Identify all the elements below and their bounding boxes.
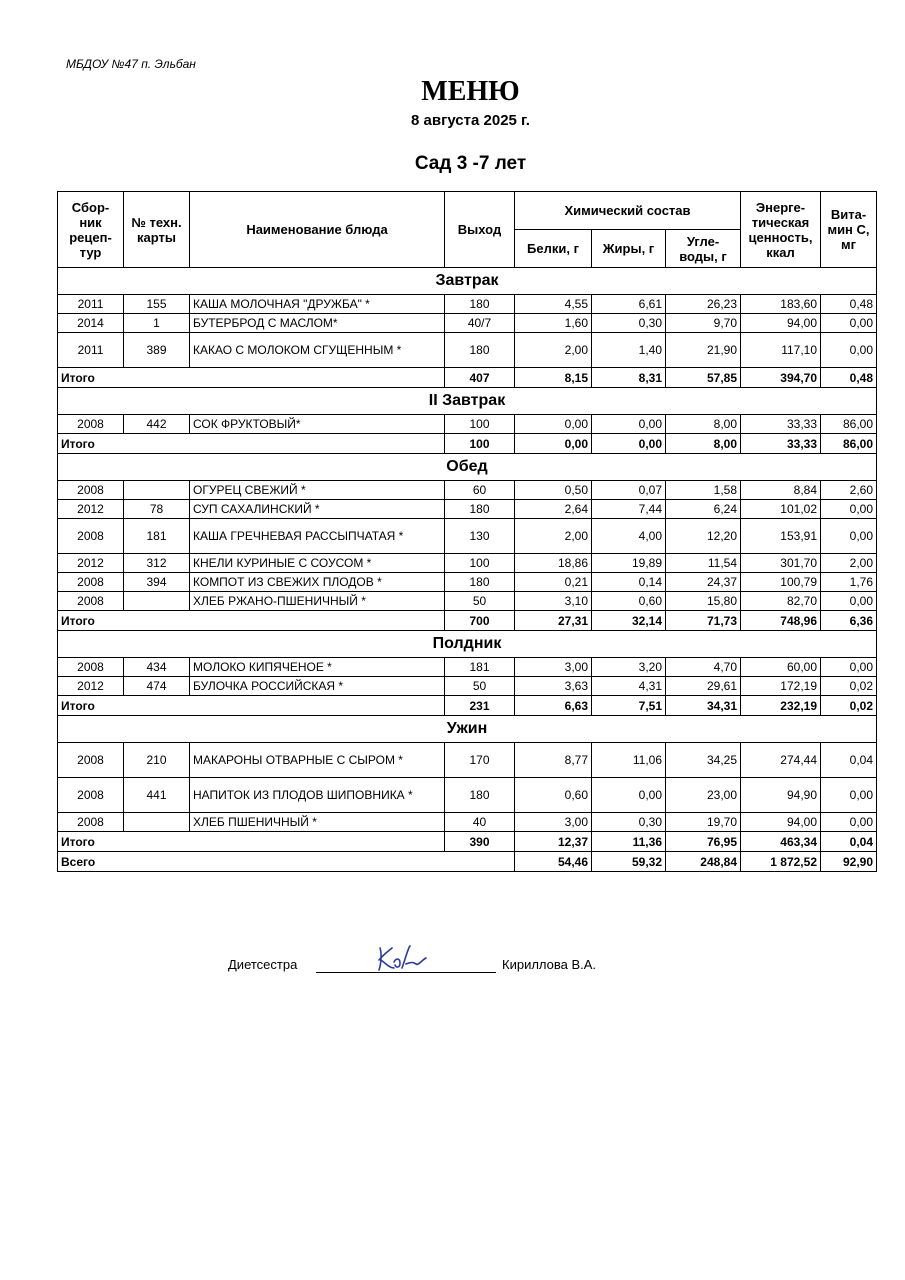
cell-vitamin-c: 0,00 [821,519,877,554]
cell-protein: 0,00 [515,415,592,434]
cell-sbornik: 2008 [58,743,124,778]
cell-vitamin-c: 0,48 [821,295,877,314]
cell-carbs: 248,84 [666,852,741,872]
cell-fat: 0,30 [592,813,666,832]
menu-body [58,268,877,872]
cell-vitamin-c: 0,02 [821,677,877,696]
col-header-energy: Энерге-тическая ценность, ккал [741,192,821,268]
col-header-chem-composition: Химический состав [515,192,741,230]
cell-dish-name: КОМПОТ ИЗ СВЕЖИХ ПЛОДОВ * [190,573,445,592]
cell-output: 390 [445,832,515,852]
cell-carbs: 1,58 [666,481,741,500]
cell-sbornik: 2012 [58,677,124,696]
cell-protein: 6,63 [515,696,592,716]
table-row [58,554,877,573]
cell-carbs: 4,70 [666,658,741,677]
subtotal-label: Итого [58,434,445,454]
section-title: II Завтрак [58,388,877,415]
cell-dish-name: СУП САХАЛИНСКИЙ * [190,500,445,519]
cell-dish-name: КНЕЛИ КУРИНЫЕ С СОУСОМ * [190,554,445,573]
cell-energy: 100,79 [741,573,821,592]
cell-vitamin-c: 0,04 [821,832,877,852]
table-row [58,415,877,434]
cell-energy: 117,10 [741,333,821,368]
subtotal-label: Итого [58,611,445,631]
cell-carbs: 8,00 [666,415,741,434]
age-group: Сад 3 -7 лет [414,153,527,174]
table-row [58,778,877,813]
cell-carbs: 34,31 [666,696,741,716]
cell-carbs: 15,80 [666,592,741,611]
cell-fat: 11,06 [592,743,666,778]
cell-output: 50 [445,677,515,696]
cell-vitamin-c: 92,90 [821,852,877,872]
organization-name: МБДОУ №47 п. Эльбан [66,57,196,71]
cell-sbornik: 2008 [58,658,124,677]
cell-output: 407 [445,368,515,388]
cell-dish-name: МОЛОКО КИПЯЧЕНОЕ * [190,658,445,677]
menu-date: 8 августа 2025 г. [411,112,530,129]
grand-total-label: Всего [58,852,515,872]
cell-energy: 301,70 [741,554,821,573]
cell-carbs: 6,24 [666,500,741,519]
subtotal-row [58,368,877,388]
handwritten-signature [372,938,432,978]
cell-fat: 7,44 [592,500,666,519]
cell-protein: 2,00 [515,333,592,368]
cell-vitamin-c: 0,00 [821,658,877,677]
cell-energy: 94,90 [741,778,821,813]
table-row [58,573,877,592]
subtotal-row [58,696,877,716]
cell-fat: 8,31 [592,368,666,388]
cell-tech-card: 155 [124,295,190,314]
col-header-fat: Жиры, г [592,230,666,268]
table-row [58,481,877,500]
cell-tech-card: 442 [124,415,190,434]
cell-protein: 2,00 [515,519,592,554]
cell-protein: 0,21 [515,573,592,592]
cell-sbornik: 2008 [58,573,124,592]
cell-tech-card: 389 [124,333,190,368]
cell-vitamin-c: 86,00 [821,434,877,454]
cell-carbs: 8,00 [666,434,741,454]
cell-carbs: 19,70 [666,813,741,832]
cell-vitamin-c: 6,36 [821,611,877,631]
subtotal-label: Итого [58,696,445,716]
cell-energy: 153,91 [741,519,821,554]
section-title: Завтрак [58,268,877,295]
cell-protein: 3,10 [515,592,592,611]
cell-sbornik: 2008 [58,813,124,832]
cell-dish-name: ХЛЕБ РЖАНО-ПШЕНИЧНЫЙ * [190,592,445,611]
cell-carbs: 21,90 [666,333,741,368]
cell-vitamin-c: 0,00 [821,333,877,368]
cell-carbs: 34,25 [666,743,741,778]
cell-sbornik: 2008 [58,519,124,554]
cell-fat: 4,00 [592,519,666,554]
cell-tech-card: 474 [124,677,190,696]
cell-carbs: 11,54 [666,554,741,573]
table-row [58,500,877,519]
cell-protein: 0,60 [515,778,592,813]
cell-output: 181 [445,658,515,677]
cell-energy: 101,02 [741,500,821,519]
subtotal-row [58,832,877,852]
cell-sbornik: 2008 [58,778,124,813]
cell-output: 180 [445,778,515,813]
cell-protein: 1,60 [515,314,592,333]
cell-tech-card: 434 [124,658,190,677]
cell-energy: 463,34 [741,832,821,852]
col-header-vitamin-c: Вита-мин С, мг [821,192,877,268]
table-row [58,813,877,832]
cell-carbs: 26,23 [666,295,741,314]
cell-energy: 172,19 [741,677,821,696]
cell-fat: 1,40 [592,333,666,368]
cell-energy: 33,33 [741,415,821,434]
cell-energy: 94,00 [741,314,821,333]
cell-dish-name: НАПИТОК ИЗ ПЛОДОВ ШИПОВНИКА * [190,778,445,813]
cell-vitamin-c: 0,02 [821,696,877,716]
subtotal-row [58,611,877,631]
cell-fat: 0,00 [592,434,666,454]
cell-tech-card: 312 [124,554,190,573]
signature-name: Кириллова В.А. [502,957,597,972]
cell-protein: 8,77 [515,743,592,778]
col-header-protein: Белки, г [515,230,592,268]
cell-carbs: 24,37 [666,573,741,592]
cell-fat: 32,14 [592,611,666,631]
cell-output: 180 [445,500,515,519]
cell-vitamin-c: 2,00 [821,554,877,573]
cell-output: 40/7 [445,314,515,333]
cell-carbs: 23,00 [666,778,741,813]
cell-protein: 2,64 [515,500,592,519]
cell-vitamin-c: 86,00 [821,415,877,434]
cell-vitamin-c: 0,00 [821,314,877,333]
cell-fat: 0,00 [592,415,666,434]
cell-energy: 394,70 [741,368,821,388]
cell-protein: 18,86 [515,554,592,573]
cell-energy: 60,00 [741,658,821,677]
cell-sbornik: 2012 [58,500,124,519]
grand-total-row [58,852,877,872]
cell-dish-name: БУТЕРБРОД С МАСЛОМ* [190,314,445,333]
cell-energy: 232,19 [741,696,821,716]
cell-protein: 27,31 [515,611,592,631]
cell-sbornik: 2011 [58,295,124,314]
cell-output: 700 [445,611,515,631]
col-header-sbornik: Сбор-ник рецеп-тур [58,192,124,268]
cell-carbs: 12,20 [666,519,741,554]
cell-output: 180 [445,573,515,592]
cell-dish-name: МАКАРОНЫ ОТВАРНЫЕ С СЫРОМ * [190,743,445,778]
cell-energy: 1 872,52 [741,852,821,872]
cell-vitamin-c: 0,00 [821,813,877,832]
cell-vitamin-c: 0,04 [821,743,877,778]
signature-role: Диетсестра [228,957,298,972]
cell-sbornik: 2008 [58,592,124,611]
cell-energy: 274,44 [741,743,821,778]
cell-fat: 0,07 [592,481,666,500]
cell-fat: 7,51 [592,696,666,716]
cell-dish-name: БУЛОЧКА РОССИЙСКАЯ * [190,677,445,696]
table-row [58,743,877,778]
cell-tech-card [124,592,190,611]
col-header-dish-name: Наименование блюда [190,192,445,268]
cell-fat: 3,20 [592,658,666,677]
cell-protein: 54,46 [515,852,592,872]
cell-output: 130 [445,519,515,554]
cell-vitamin-c: 1,76 [821,573,877,592]
cell-tech-card: 210 [124,743,190,778]
col-header-tech-card: № техн. карты [124,192,190,268]
cell-tech-card [124,813,190,832]
cell-fat: 0,30 [592,314,666,333]
cell-carbs: 29,61 [666,677,741,696]
cell-carbs: 57,85 [666,368,741,388]
cell-dish-name: КАКАО С МОЛОКОМ СГУЩЕННЫМ * [190,333,445,368]
cell-protein: 3,00 [515,813,592,832]
table-row [58,295,877,314]
cell-output: 180 [445,333,515,368]
cell-output: 100 [445,434,515,454]
cell-dish-name: ОГУРЕЦ СВЕЖИЙ * [190,481,445,500]
cell-protein: 12,37 [515,832,592,852]
cell-sbornik: 2014 [58,314,124,333]
subtotal-label: Итого [58,368,445,388]
cell-tech-card [124,481,190,500]
cell-fat: 0,00 [592,778,666,813]
cell-output: 170 [445,743,515,778]
section-title: Ужин [58,716,877,743]
cell-energy: 82,70 [741,592,821,611]
cell-dish-name: ХЛЕБ ПШЕНИЧНЫЙ * [190,813,445,832]
table-row [58,333,877,368]
cell-vitamin-c: 0,00 [821,592,877,611]
subtotal-row [58,434,877,454]
cell-vitamin-c: 0,00 [821,778,877,813]
cell-fat: 11,36 [592,832,666,852]
cell-protein: 0,00 [515,434,592,454]
cell-output: 180 [445,295,515,314]
cell-output: 40 [445,813,515,832]
cell-protein: 0,50 [515,481,592,500]
cell-energy: 748,96 [741,611,821,631]
section-header-row [58,716,877,743]
cell-sbornik: 2008 [58,415,124,434]
cell-output: 100 [445,554,515,573]
cell-dish-name: КАША ГРЕЧНЕВАЯ РАССЫПЧАТАЯ * [190,519,445,554]
table-row [58,658,877,677]
cell-energy: 8,84 [741,481,821,500]
cell-fat: 19,89 [592,554,666,573]
cell-fat: 4,31 [592,677,666,696]
table-row [58,677,877,696]
cell-energy: 33,33 [741,434,821,454]
cell-protein: 3,63 [515,677,592,696]
section-header-row [58,631,877,658]
cell-tech-card: 78 [124,500,190,519]
cell-sbornik: 2011 [58,333,124,368]
table-row [58,592,877,611]
cell-protein: 3,00 [515,658,592,677]
cell-carbs: 71,73 [666,611,741,631]
cell-output: 50 [445,592,515,611]
col-header-carbs: Угле-воды, г [666,230,741,268]
cell-tech-card: 441 [124,778,190,813]
cell-sbornik: 2012 [58,554,124,573]
col-header-output: Выход [445,192,515,268]
cell-tech-card: 181 [124,519,190,554]
cell-vitamin-c: 2,60 [821,481,877,500]
cell-fat: 59,32 [592,852,666,872]
menu-table [57,191,877,872]
cell-output: 231 [445,696,515,716]
cell-sbornik: 2008 [58,481,124,500]
cell-output: 100 [445,415,515,434]
cell-protein: 4,55 [515,295,592,314]
cell-vitamin-c: 0,00 [821,500,877,519]
section-title: Обед [58,454,877,481]
cell-energy: 183,60 [741,295,821,314]
cell-carbs: 76,95 [666,832,741,852]
table-row [58,314,877,333]
cell-dish-name: КАША МОЛОЧНАЯ "ДРУЖБА" * [190,295,445,314]
section-header-row [58,388,877,415]
cell-protein: 8,15 [515,368,592,388]
cell-tech-card: 394 [124,573,190,592]
section-header-row [58,268,877,295]
cell-tech-card: 1 [124,314,190,333]
cell-fat: 6,61 [592,295,666,314]
subtotal-label: Итого [58,832,445,852]
cell-fat: 0,60 [592,592,666,611]
document-title: МЕНЮ [421,76,520,107]
cell-carbs: 9,70 [666,314,741,333]
cell-energy: 94,00 [741,813,821,832]
table-row [58,519,877,554]
cell-output: 60 [445,481,515,500]
section-title: Полдник [58,631,877,658]
cell-vitamin-c: 0,48 [821,368,877,388]
cell-fat: 0,14 [592,573,666,592]
section-header-row [58,454,877,481]
cell-dish-name: СОК ФРУКТОВЫЙ* [190,415,445,434]
